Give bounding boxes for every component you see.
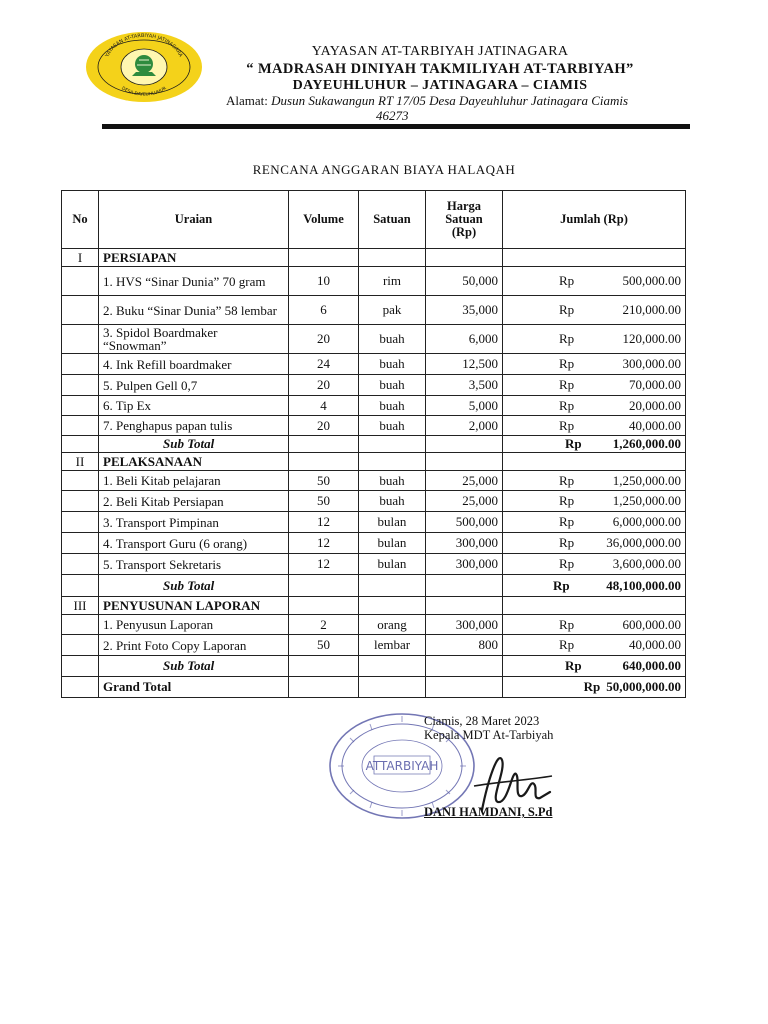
item-total-cell xyxy=(503,533,686,554)
empty-cell xyxy=(289,575,359,597)
item-volume: 10 xyxy=(289,267,359,296)
item-unit: buah xyxy=(359,325,426,354)
item-description: 1. Beli Kitab pelajaran xyxy=(99,471,289,491)
section-number: II xyxy=(62,453,99,471)
empty-cell xyxy=(426,677,503,698)
item-description: 1. Penyusun Laporan xyxy=(99,615,289,635)
empty-cell xyxy=(289,677,359,698)
document-title: RENCANA ANGGARAN BIAYA HALAQAH xyxy=(252,162,516,177)
item-volume: 2 xyxy=(289,615,359,635)
subtotal-value xyxy=(507,436,681,452)
currency-label: Rp xyxy=(559,356,575,371)
currency-label: Rp xyxy=(559,514,575,529)
item-amount: 1,250,000.00 xyxy=(612,493,681,508)
item-amount: 500,000.00 xyxy=(622,273,681,288)
currency-label: Rp xyxy=(565,658,582,673)
item-total xyxy=(507,493,681,509)
item-total xyxy=(507,398,681,414)
currency-label: Rp xyxy=(559,397,575,413)
table-row xyxy=(62,512,686,533)
item-description: 6. Tip Ex xyxy=(99,396,289,416)
item-amount: 36,000,000.00 xyxy=(606,535,681,550)
item-unit: buah xyxy=(359,491,426,512)
grand-total-value xyxy=(507,679,681,695)
item-total-cell xyxy=(503,396,686,416)
empty-cell xyxy=(62,677,99,698)
empty-cell xyxy=(62,436,99,453)
item-unit-price: 25,000 xyxy=(426,491,503,512)
item-unit-price: 50,000 xyxy=(426,267,503,296)
empty-cell xyxy=(62,375,99,396)
item-amount: 300,000.00 xyxy=(622,356,681,371)
subtotal-value xyxy=(507,658,681,674)
item-total xyxy=(507,273,681,289)
section-title: PELAKSANAAN xyxy=(99,453,289,471)
currency-label: Rp xyxy=(559,637,575,652)
currency-label: Rp xyxy=(559,302,575,317)
globe-icon xyxy=(135,55,153,73)
header-no: No xyxy=(62,191,99,249)
currency-label: Rp xyxy=(559,616,575,632)
item-description: 2. Buku “Sinar Dunia” 58 lembar xyxy=(99,296,289,325)
subtotal-value xyxy=(507,578,681,594)
table-row xyxy=(62,296,686,325)
item-unit: bulan xyxy=(359,533,426,554)
item-unit: bulan xyxy=(359,554,426,575)
item-amount: 3,600,000.00 xyxy=(612,556,681,571)
signature-block xyxy=(424,714,553,742)
subtotal-label: Sub Total xyxy=(99,436,289,453)
item-total-cell xyxy=(503,471,686,491)
empty-cell xyxy=(426,453,503,471)
section-title: PENYUSUNAN LAPORAN xyxy=(99,597,289,615)
item-volume: 24 xyxy=(289,354,359,375)
address xyxy=(226,93,696,123)
logo-text-bottom: DESA DAYEUHLUHUR xyxy=(120,86,168,98)
letterhead-divider xyxy=(102,124,690,129)
subtotal-amount: 48,100,000.00 xyxy=(606,577,681,593)
item-description: 2. Beli Kitab Persiapan xyxy=(99,491,289,512)
item-description: 7. Penghapus papan tulis xyxy=(99,416,289,436)
address-zip: 46273 xyxy=(376,108,409,123)
item-volume: 50 xyxy=(289,491,359,512)
item-description: 2. Print Foto Copy Laporan xyxy=(99,635,289,656)
section-number: III xyxy=(62,597,99,615)
item-total-cell xyxy=(503,267,686,296)
item-volume: 12 xyxy=(289,533,359,554)
item-total xyxy=(507,637,681,653)
item-total xyxy=(507,377,681,393)
item-unit: buah xyxy=(359,471,426,491)
address-label: Alamat: xyxy=(226,93,268,108)
subtotal-row xyxy=(62,575,686,597)
item-unit-price: 3,500 xyxy=(426,375,503,396)
logo-text-top: YAYASAN AT-TARBIYAH JATINAGARA xyxy=(104,32,184,59)
item-total-cell xyxy=(503,554,686,575)
subtotal-row xyxy=(62,656,686,677)
item-total xyxy=(507,302,681,318)
item-total-cell xyxy=(503,354,686,375)
empty-cell xyxy=(62,325,99,354)
table-row xyxy=(62,354,686,375)
item-volume: 50 xyxy=(289,471,359,491)
item-total-cell xyxy=(503,491,686,512)
empty-cell xyxy=(62,615,99,635)
currency-label: Rp xyxy=(559,417,575,433)
currency-label: Rp xyxy=(559,377,575,392)
empty-cell xyxy=(62,296,99,325)
currency-label: Rp xyxy=(583,679,601,694)
table-row xyxy=(62,325,686,354)
subtotal-label: Sub Total xyxy=(99,575,289,597)
header-jumlah: Jumlah (Rp) xyxy=(503,191,686,249)
signatory-name: DANI HAMDANI, S.Pd xyxy=(424,805,553,819)
item-amount: 40,000.00 xyxy=(629,637,681,652)
currency-label: Rp xyxy=(559,472,575,488)
table-row xyxy=(62,396,686,416)
empty-cell xyxy=(62,354,99,375)
item-unit-price: 25,000 xyxy=(426,471,503,491)
item-description: 3. Transport Pimpinan xyxy=(99,512,289,533)
yayasan-logo xyxy=(84,30,204,104)
empty-cell xyxy=(62,656,99,677)
item-total xyxy=(507,514,681,530)
signature-place-date: Ciamis, 28 Maret 2023 xyxy=(424,714,540,728)
empty-cell xyxy=(62,575,99,597)
item-volume: 12 xyxy=(289,512,359,533)
item-description: 1. HVS “Sinar Dunia” 70 gram xyxy=(99,267,289,296)
empty-cell xyxy=(426,436,503,453)
signature-position: Kepala MDT At-Tarbiyah xyxy=(424,728,554,742)
currency-label: Rp xyxy=(559,273,575,288)
item-total-cell xyxy=(503,615,686,635)
empty-cell xyxy=(62,554,99,575)
table-row xyxy=(62,491,686,512)
item-total-cell xyxy=(503,512,686,533)
item-description: 5. Transport Sekretaris xyxy=(99,554,289,575)
item-unit: buah xyxy=(359,416,426,436)
currency-label: Rp xyxy=(559,535,575,550)
item-volume: 12 xyxy=(289,554,359,575)
table-row xyxy=(62,471,686,491)
empty-cell xyxy=(426,575,503,597)
empty-cell xyxy=(62,396,99,416)
empty-cell xyxy=(359,656,426,677)
item-total-cell xyxy=(503,325,686,354)
empty-cell xyxy=(62,512,99,533)
item-volume: 20 xyxy=(289,416,359,436)
empty-cell xyxy=(289,597,359,615)
section-row xyxy=(62,249,686,267)
table-header-row xyxy=(62,191,686,249)
empty-cell xyxy=(426,656,503,677)
item-volume: 6 xyxy=(289,296,359,325)
item-total xyxy=(507,556,681,572)
empty-cell xyxy=(62,491,99,512)
subtotal-cell xyxy=(503,656,686,677)
item-amount: 40,000.00 xyxy=(629,417,681,433)
section-number: I xyxy=(62,249,99,267)
subtotal-cell xyxy=(503,436,686,453)
header-harga: Harga Satuan (Rp) xyxy=(426,191,503,249)
item-total-cell xyxy=(503,635,686,656)
table-row xyxy=(62,615,686,635)
item-amount: 20,000.00 xyxy=(629,397,681,413)
item-volume: 20 xyxy=(289,375,359,396)
item-unit-price: 6,000 xyxy=(426,325,503,354)
table-row xyxy=(62,533,686,554)
item-volume: 4 xyxy=(289,396,359,416)
item-total xyxy=(507,418,681,434)
item-unit-price: 300,000 xyxy=(426,554,503,575)
table-row xyxy=(62,635,686,656)
item-description: 5. Pulpen Gell 0,7 xyxy=(99,375,289,396)
grand-total-row xyxy=(62,677,686,698)
header-uraian: Uraian xyxy=(99,191,289,249)
item-unit-price: 2,000 xyxy=(426,416,503,436)
table-row xyxy=(62,267,686,296)
item-description: 3. Spidol Boardmaker “Snowman” xyxy=(99,325,289,354)
item-volume: 50 xyxy=(289,635,359,656)
section-row xyxy=(62,453,686,471)
item-amount: 1,250,000.00 xyxy=(612,472,681,488)
item-volume: 20 xyxy=(289,325,359,354)
item-description: 4. Ink Refill boardmaker xyxy=(99,354,289,375)
stamp-main-text: ATTARBIYAH xyxy=(365,759,439,773)
empty-cell xyxy=(62,267,99,296)
budget-table xyxy=(61,190,686,698)
currency-label: Rp xyxy=(565,436,582,451)
empty-cell xyxy=(503,453,686,471)
item-total xyxy=(507,473,681,489)
madrasah-name: “ MADRASAH DINIYAH TAKMILIYAH AT-TARBIYAH” xyxy=(246,61,634,77)
item-unit-price: 300,000 xyxy=(426,533,503,554)
table-row xyxy=(62,416,686,436)
item-amount: 600,000.00 xyxy=(622,616,681,632)
item-unit-price: 35,000 xyxy=(426,296,503,325)
item-unit-price: 800 xyxy=(426,635,503,656)
currency-label: Rp xyxy=(553,577,570,593)
currency-label: Rp xyxy=(559,556,575,571)
section-row xyxy=(62,597,686,615)
empty-cell xyxy=(359,677,426,698)
empty-cell xyxy=(426,249,503,267)
header-satuan: Satuan xyxy=(359,191,426,249)
item-unit: buah xyxy=(359,354,426,375)
subtotal-amount: 1,260,000.00 xyxy=(612,436,681,451)
item-unit-price: 300,000 xyxy=(426,615,503,635)
subtotal-amount: 640,000.00 xyxy=(622,658,681,673)
item-total-cell xyxy=(503,375,686,396)
empty-cell xyxy=(503,249,686,267)
header-volume: Volume xyxy=(289,191,359,249)
empty-cell xyxy=(289,656,359,677)
subtotal-row xyxy=(62,436,686,453)
grand-total-amount: 50,000,000.00 xyxy=(606,679,681,694)
empty-cell xyxy=(62,416,99,436)
empty-cell xyxy=(503,597,686,615)
currency-label: Rp xyxy=(559,331,575,346)
budget-table-body xyxy=(62,249,686,698)
item-total xyxy=(507,331,681,347)
organization-name: YAYASAN AT-TARBIYAH JATINAGARA xyxy=(311,44,569,59)
section-title: PERSIAPAN xyxy=(99,249,289,267)
item-total xyxy=(507,356,681,372)
item-amount: 70,000.00 xyxy=(629,377,681,392)
empty-cell xyxy=(289,249,359,267)
item-total xyxy=(507,535,681,551)
subtotal-cell xyxy=(503,575,686,597)
currency-label: Rp xyxy=(559,493,575,508)
item-unit: orang xyxy=(359,615,426,635)
item-unit-price: 12,500 xyxy=(426,354,503,375)
empty-cell xyxy=(62,471,99,491)
item-unit: pak xyxy=(359,296,426,325)
empty-cell xyxy=(289,453,359,471)
item-amount: 6,000,000.00 xyxy=(612,514,681,529)
item-total-cell xyxy=(503,416,686,436)
empty-cell xyxy=(426,597,503,615)
item-description: 4. Transport Guru (6 orang) xyxy=(99,533,289,554)
table-row xyxy=(62,375,686,396)
item-unit-price: 500,000 xyxy=(426,512,503,533)
item-amount: 210,000.00 xyxy=(622,302,681,317)
item-total-cell xyxy=(503,296,686,325)
subtotal-label: Sub Total xyxy=(99,656,289,677)
item-unit: buah xyxy=(359,396,426,416)
empty-cell xyxy=(359,575,426,597)
empty-cell xyxy=(289,436,359,453)
empty-cell xyxy=(359,453,426,471)
table-row xyxy=(62,554,686,575)
address-value: Dusun Sukawangun RT 17/05 Desa Dayeuhluhur Jatinagara Ciamis xyxy=(271,93,629,108)
empty-cell xyxy=(62,635,99,656)
grand-total-cell xyxy=(503,677,686,698)
item-unit: lembar xyxy=(359,635,426,656)
item-amount: 120,000.00 xyxy=(622,331,681,346)
empty-cell xyxy=(359,249,426,267)
empty-cell xyxy=(62,533,99,554)
item-total xyxy=(507,617,681,633)
item-unit-price: 5,000 xyxy=(426,396,503,416)
empty-cell xyxy=(359,597,426,615)
item-unit: rim xyxy=(359,267,426,296)
grand-total-label: Grand Total xyxy=(99,677,289,698)
item-unit: bulan xyxy=(359,512,426,533)
empty-cell xyxy=(359,436,426,453)
location-line: DAYEUHLUHUR – JATINAGARA – CIAMIS xyxy=(292,78,588,93)
item-unit: buah xyxy=(359,375,426,396)
